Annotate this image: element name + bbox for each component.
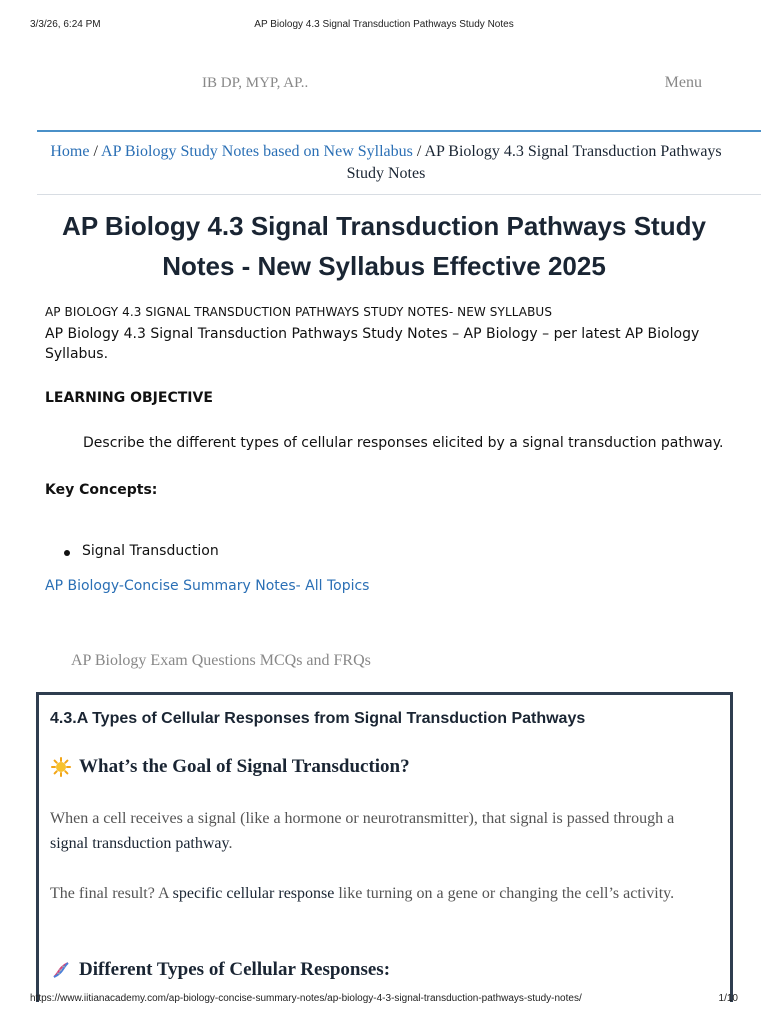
key-concepts-heading: Key Concepts: (45, 482, 158, 498)
dna-icon (51, 960, 71, 980)
breadcrumb-divider (37, 194, 761, 195)
breadcrumb (50, 141, 722, 185)
section-response-types-heading (51, 959, 390, 981)
page-title: AP Biology 4.3 Signal Transduction Pathways Study Notes - New Syllabus Effective 2025 (62, 211, 706, 281)
print-page-number: 1/10 (718, 993, 738, 1004)
sun-icon (51, 757, 71, 777)
section-goal-heading-text: What’s the Goal of Signal Transduction? (79, 756, 410, 777)
print-footer (0, 993, 768, 1007)
learning-objective-text: Describe the different types of cellular responses elicited by a signal transduction pathway. (83, 435, 724, 451)
section-goal-heading (51, 756, 410, 778)
site-tagline-link[interactable]: IB DP, MYP, AP.. (202, 75, 309, 91)
print-doc-title: AP Biology 4.3 Signal Transduction Pathways Study Notes (254, 19, 514, 30)
signal-transduction-pathway-term: signal transduction pathway (50, 835, 229, 852)
header-divider (37, 130, 761, 132)
summary-notes-link[interactable]: AP Biology-Concise Summary Notes- All Topics (45, 578, 370, 594)
breadcrumb-parent-link[interactable]: AP Biology Study Notes based on New Syllabus (101, 143, 413, 160)
breadcrumb-current: AP Biology 4.3 Signal Transduction Pathways Study Notes (346, 143, 722, 182)
page-kicker: AP BIOLOGY 4.3 SIGNAL TRANSDUCTION PATHWAYS STUDY NOTES- NEW SYLLABUS (45, 305, 553, 319)
print-url: https://www.iitianacademy.com/ap-biology-concise-summary-notes/ap-biology-4-3-signal-transduction-pathways-study-notes/ (30, 993, 582, 1004)
menu-button[interactable]: Menu (664, 74, 702, 91)
key-concept-item: Signal Transduction (64, 543, 219, 559)
specific-cellular-response-term: specific cellular response (172, 885, 335, 902)
goal-paragraph-1: When a cell receives a signal (like a hormone or neurotransmitter), that signal is passed through a signal transduction pathway. (50, 810, 675, 852)
learning-objective-heading: LEARNING OBJECTIVE (45, 390, 213, 406)
print-datetime: 3/3/26, 6:24 PM (30, 19, 101, 30)
intro-paragraph: AP Biology 4.3 Signal Transduction Pathways Study Notes – AP Biology – per latest AP Biology Syllabus. (45, 326, 700, 362)
card-title: 4.3.A Types of Cellular Responses from Signal Transduction Pathways (50, 710, 586, 727)
section-response-types-heading-text: Different Types of Cellular Responses: (79, 959, 391, 980)
print-header (0, 19, 768, 33)
breadcrumb-separator: / (89, 143, 102, 160)
key-concepts-list (64, 543, 219, 559)
content-card (36, 692, 733, 1002)
breadcrumb-home-link[interactable]: Home (50, 143, 90, 160)
breadcrumb-separator: / (412, 143, 425, 160)
goal-paragraph-2: The final result? A specific cellular response like turning on a gene or changing the cell’s activity. (50, 885, 675, 902)
exam-questions-link[interactable]: AP Biology Exam Questions MCQs and FRQs (71, 652, 371, 669)
